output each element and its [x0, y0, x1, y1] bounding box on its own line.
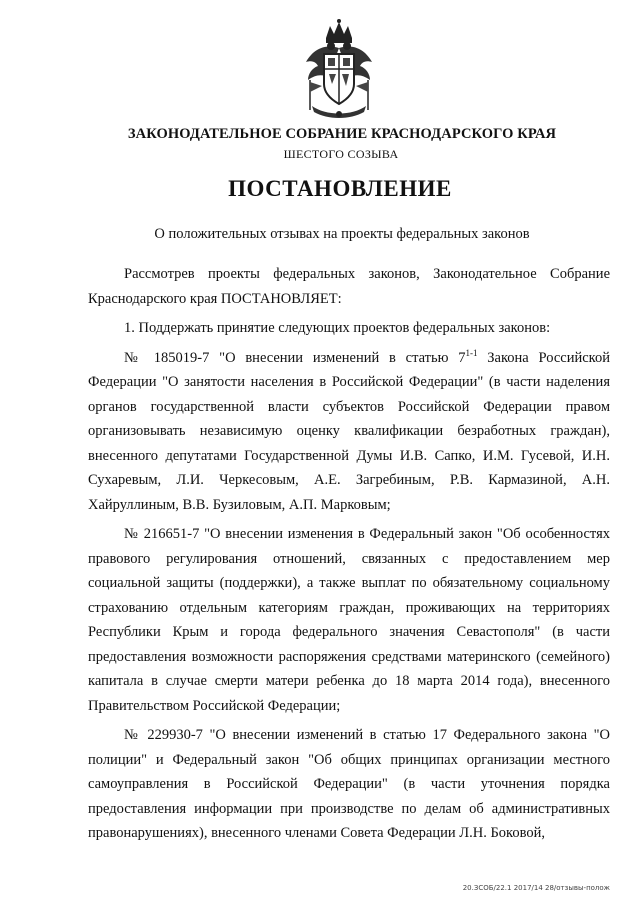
document-body	[88, 262, 610, 846]
bill-item-216651: № 216651-7 "О внесении изменения в Федеральный закон "Об особенностях правового регулирования отношений, связанных с предоставлением мер социальной защиты (поддержки), а также выплат по обязательному социальному страхованию отдельным категориям граждан, проживающих на территориях Республики Крым и города федерального значения Севастополя" (в части предоставления возможности распоряжения средствами материнского (семейного) капитала в случае смерти матери ребенка до 18 марта 2014 года), внесенного Правительством Российской Федерации;	[88, 526, 610, 714]
convocation: ШЕСТОГО СОЗЫВА	[283, 147, 399, 161]
clause-1: 1. Поддержать принятие следующих проектов федеральных законов:	[124, 320, 551, 336]
coat-of-arms-icon	[296, 18, 382, 122]
document-subject: О положительных отзывах на проекты федеральных законов	[154, 226, 530, 242]
bill-item-229930: № 229930-7 "О внесении изменений в статью 17 Федерального закона "О полиции" и Федеральный закон "Об общих принципах организации местного самоуправления в Российской Федерации" (в части уточнения порядка предоставления информации при производстве по делам об административных правонарушениях), внесенного членами Совета Федерации Л.Н. Боковой,	[88, 727, 610, 841]
superscript: 1-1	[465, 347, 478, 358]
footer-reference: 20.ЗСОБ/22.1 2017/14 28/отзывы-полож	[462, 884, 610, 892]
bill-item-text: № 185019-7 "О внесении изменений в статью 7	[124, 349, 466, 366]
bill-item-185019	[88, 346, 610, 518]
bill-item-text: Закона Российской Федерации "О занятости населения в Российской Федерации" (в части наделения органов государственной власти субъектов Российской Федерации правом организовывать независимую оценку квалификации безработных граждан), внесенного депутатами Государственной Думы И.В. Сапко, И.М. Гусевой, И.Н. Сухаревым, Л.И. Черкесовым, А.Е. Загребиным, Р.В. Кармазиной, А.Н. Хайруллиным, В.В. Бузиловым, А.П. Марковым;	[88, 349, 610, 513]
preamble: Рассмотрев проекты федеральных законов, Законодательное Собрание Краснодарского края ПОСТАНОВЛЯЕТ:	[88, 266, 610, 307]
organization-name: ЗАКОНОДАТЕЛЬНОЕ СОБРАНИЕ КРАСНОДАРСКОГО КРАЯ	[127, 126, 557, 142]
document-type-title: ПОСТАНОВЛЕНИЕ	[228, 176, 452, 201]
